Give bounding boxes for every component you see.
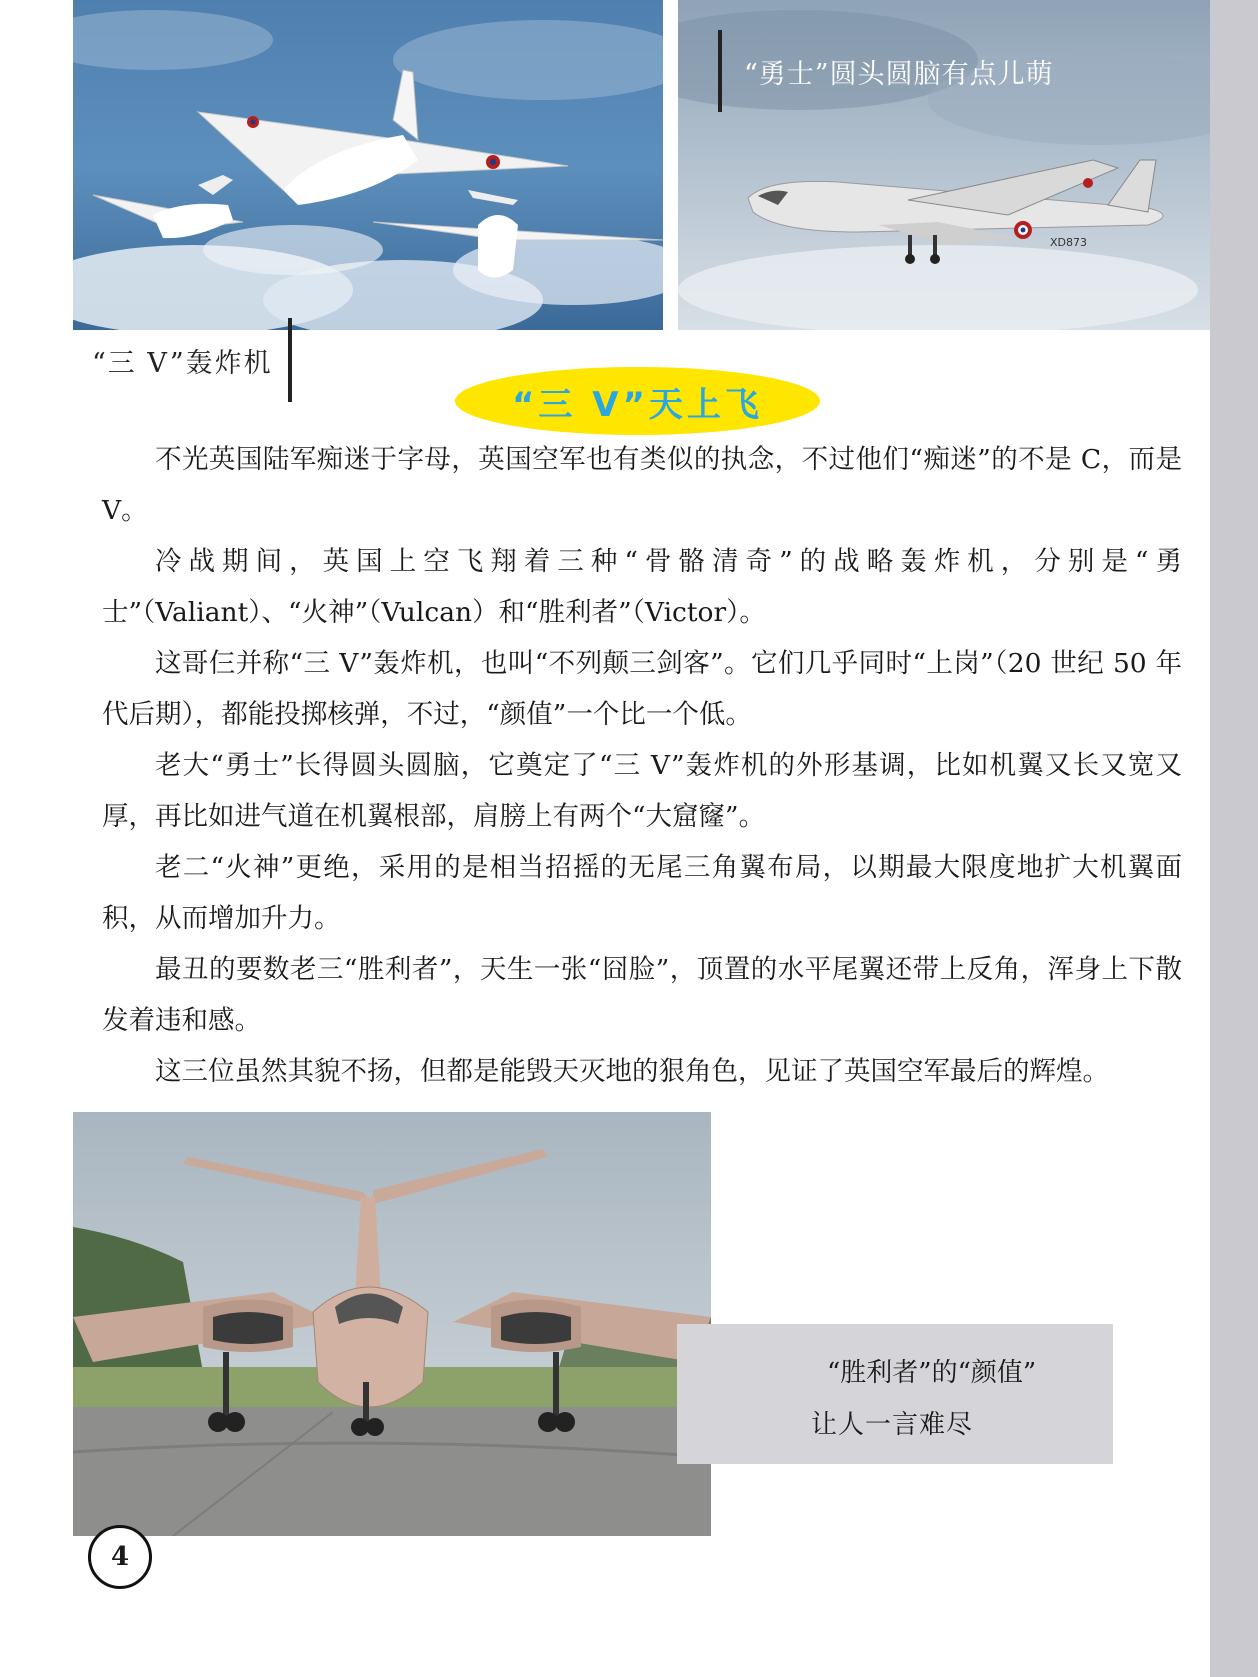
page-number: 4 bbox=[88, 1525, 152, 1589]
section-title-pill bbox=[455, 367, 820, 435]
victor-caption-line2: 让人一言难尽 bbox=[811, 1410, 974, 1440]
three-v-caption: “三 V”轰炸机 bbox=[92, 318, 292, 402]
victor-caption-line1: “胜利者”的“颜值” bbox=[827, 1358, 1037, 1388]
paragraph: 冷战期间，英国上空飞翔着三种“骨骼清奇”的战略轰炸机，分别是“勇士”（Valiant）、“火神”（Vulcan）和“胜利者”（Victor）。 bbox=[102, 546, 1182, 628]
valiant-caption: “勇士”圆头圆脑有点儿萌 bbox=[718, 30, 1054, 112]
paragraph: 这哥仨并称“三 V”轰炸机，也叫“不列颠三剑客”。它们几乎同时“上岗”（20 世纪 50 年代后期），都能投掷核弹，不过，“颜值”一个比一个低。 bbox=[102, 648, 1182, 730]
paragraph: 不光英国陆军痴迷于字母，英国空军也有类似的执念，不过他们“痴迷”的不是 C，而是 V。 bbox=[102, 444, 1182, 526]
valiant-serial: XD873 bbox=[1050, 236, 1088, 249]
paragraph: 老二“火神”更绝，采用的是相当招摇的无尾三角翼布局，以期最大限度地扩大机翼面积，从而增加升力。 bbox=[102, 852, 1182, 934]
side-color-strip bbox=[1210, 0, 1258, 1677]
paragraph: 最丑的要数老三“胜利者”，天生一张“囧脸”，顶置的水平尾翼还带上反角，浑身上下散发着违和感。 bbox=[102, 954, 1182, 1036]
paragraph: 这三位虽然其貌不扬，但都是能毁天灭地的狠角色，见证了英国空军最后的辉煌。 bbox=[155, 1056, 1109, 1087]
three-v-bombers-photo bbox=[73, 0, 663, 330]
article-body bbox=[102, 434, 1182, 1097]
section-title: “三 V”天上飞 bbox=[512, 384, 763, 425]
victor-caption-box bbox=[677, 1324, 1113, 1464]
paragraph: 老大“勇士”长得圆头圆脑，它奠定了“三 V”轰炸机的外形基调，比如机翼又长又宽又厚，再比如进气道在机翼根部，肩膀上有两个“大窟窿”。 bbox=[102, 750, 1182, 832]
victor-bomber-photo bbox=[73, 1112, 711, 1536]
